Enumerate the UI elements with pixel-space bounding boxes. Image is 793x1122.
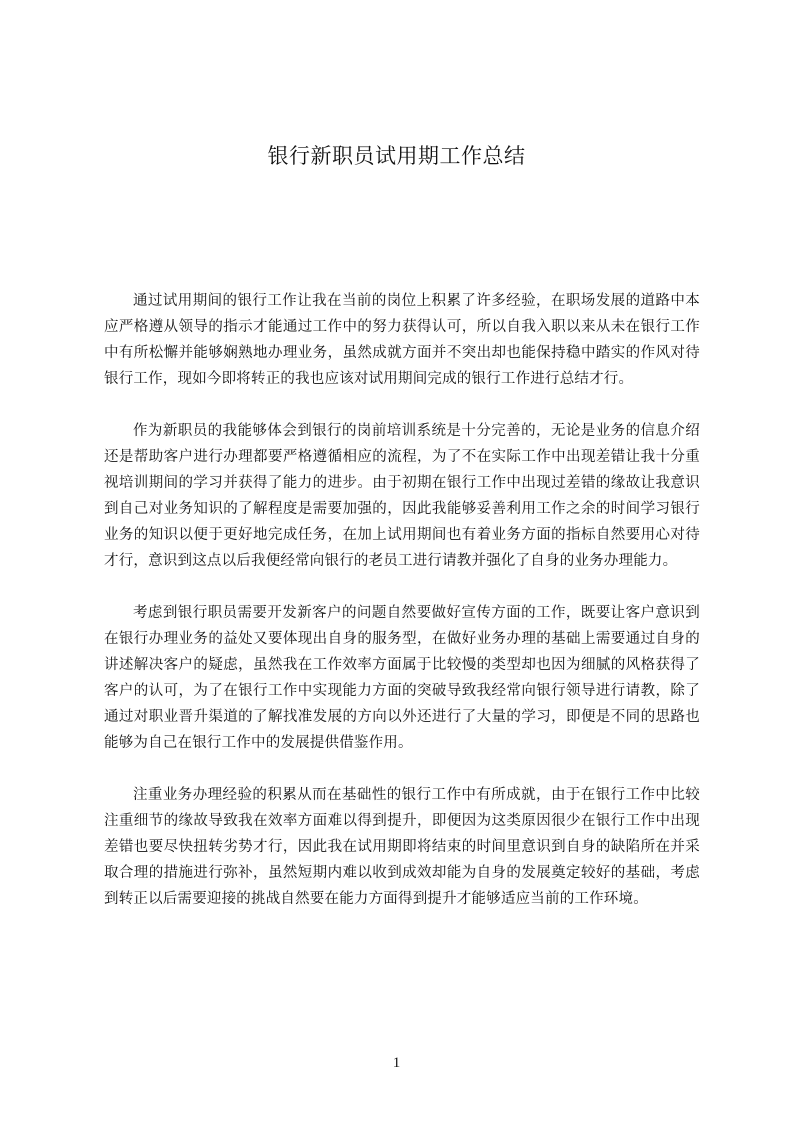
paragraph-1: 通过试用期间的银行工作让我在当前的岗位上积累了许多经验，在职场发展的道路中本应严格遵从领导的指示才能通过工作中的努力获得认可，所以自我入职以来从未在银行工作中有所松懈并能够娴熟地办理业务，虽然成就方面并不突出却也能保持稳中踏实的作风对待银行工作，现如今即将转正的我也应该对试用期间完成的银行工作进行总结才行。 — [104, 293, 700, 387]
document-body — [104, 288, 700, 938]
page-number: 1 — [392, 1055, 401, 1071]
document-title: 银行新职员试用期工作总结 — [267, 144, 526, 168]
paragraph-4: 注重业务办理经验的积累从而在基础性的银行工作中有所成就，由于在银行工作中比较注重细节的缘故导致我在效率方面难以得到提升，即便因为这类原因很少在银行工作中出现差错也要尽快扭转劣势才行，因此我在试用期即将结束的时间里意识到自身的缺陷所在并采取合理的措施进行弥补，虽然短期内难以收到成效却能为自身的发展奠定较好的基础，考虑到转正以后需要迎接的挑战自然要在能力方面得到提升才能够适应当前的工作环境。 — [104, 787, 700, 907]
paragraph-3: 考虑到银行职员需要开发新客户的问题自然要做好宣传方面的工作，既要让客户意识到在银行办理业务的益处又要体现出自身的服务型，在做好业务办理的基础上需要通过自身的讲述解决客户的疑虑，虽然我在工作效率方面属于比较慢的类型却也因为细腻的风格获得了客户的认可，为了在银行工作中实现能力方面的突破导致我经常向银行领导进行请教，除了通过对职业晋升渠道的了解找准发展的方向以外还进行了大量的学习，即便是不同的思路也能够为自己在银行工作中的发展提供借鉴作用。 — [104, 605, 700, 751]
paragraph-2: 作为新职员的我能够体会到银行的岗前培训系统是十分完善的，无论是业务的信息介绍还是帮助客户进行办理都要严格遵循相应的流程，为了不在实际工作中出现差错让我十分重视培训期间的学习并获得了能力的进步。由于初期在银行工作中出现过差错的缘故让我意识到自己对业务知识的了解程度是需要加强的，因此我能够妥善利用工作之余的时间学习银行业务的知识以便于更好地完成任务，在加上试用期间也有着业务方面的指标自然要用心对待才行，意识到这点以后我便经常向银行的老员工进行请教并强化了自身的业务办理能力。 — [104, 423, 700, 569]
